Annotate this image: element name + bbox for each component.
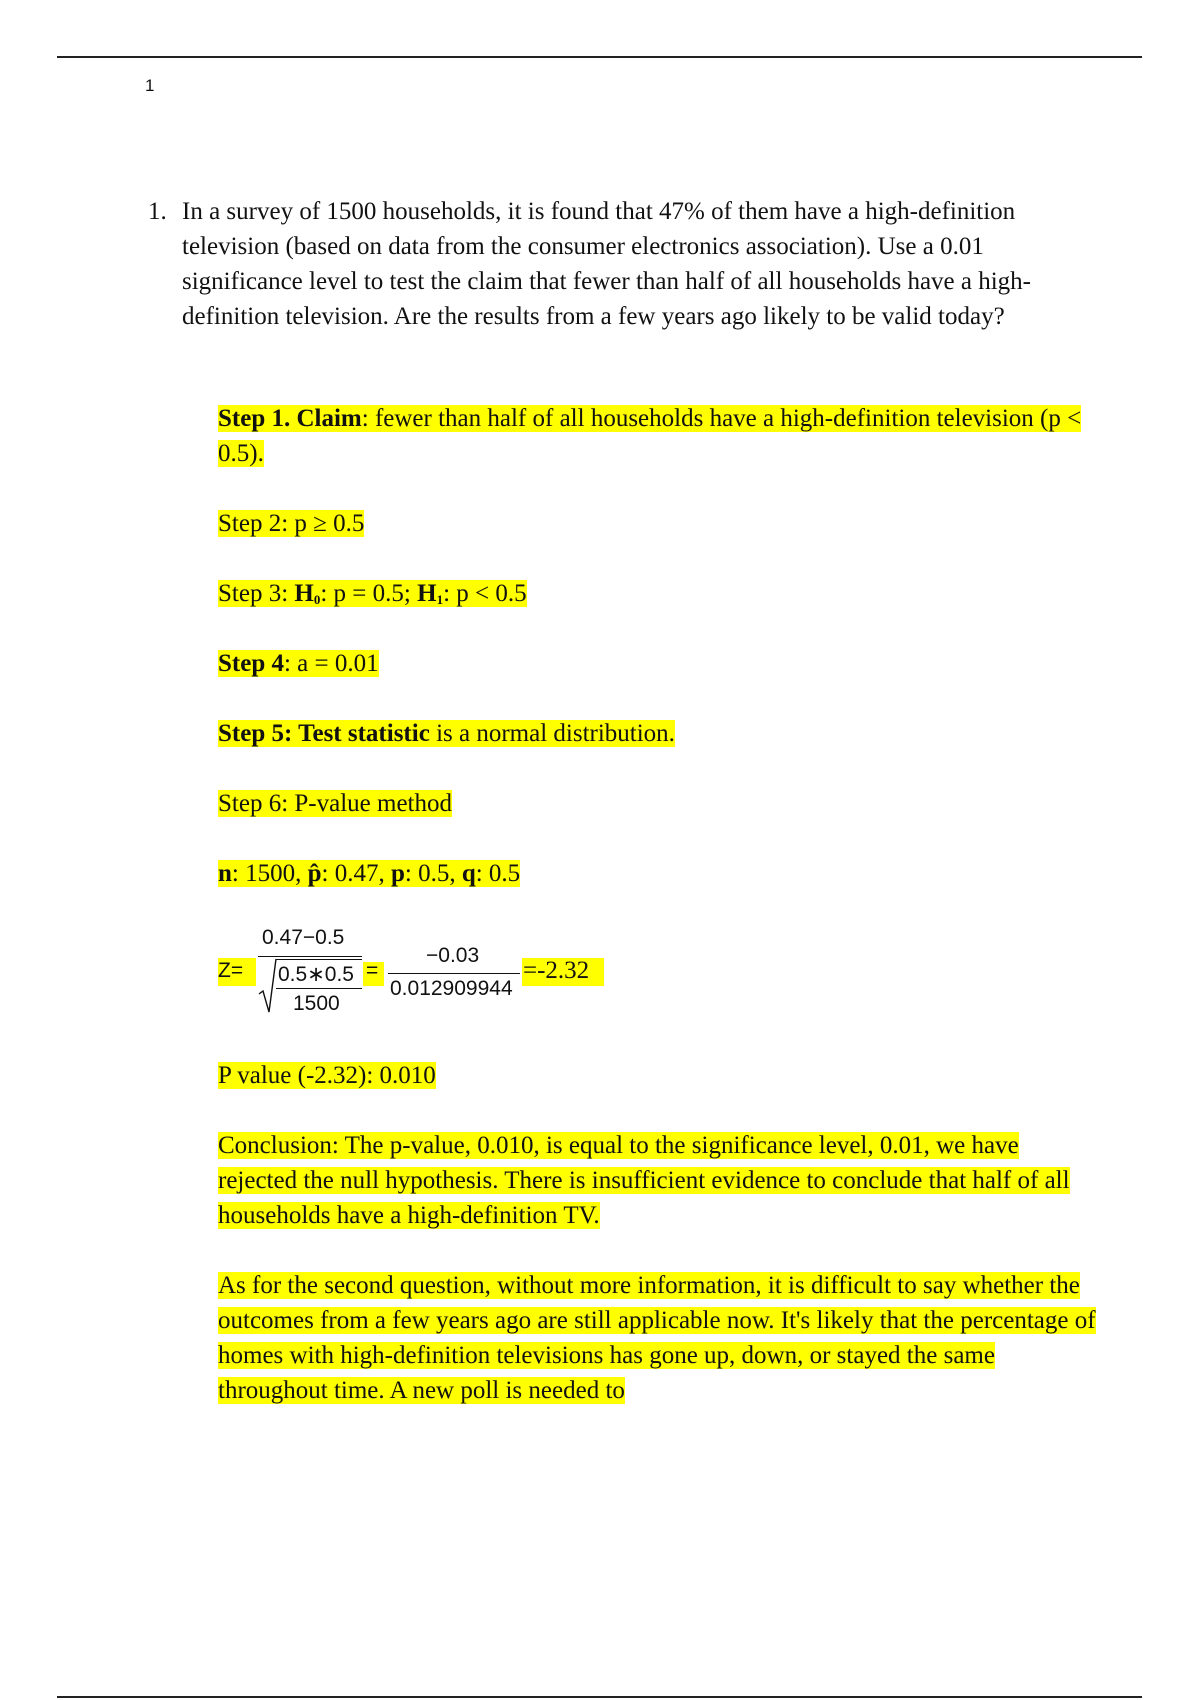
- fraction-bar-second: [388, 973, 520, 974]
- h1-subscript: 1: [436, 592, 444, 607]
- header-rule: [57, 56, 1142, 58]
- step1-claim: [218, 401, 1098, 471]
- formula-lhs: Z=: [218, 959, 244, 982]
- question-number: 1.: [148, 198, 167, 225]
- p-label: p: [390, 860, 405, 887]
- sqrt-denominator: 1500: [293, 992, 340, 1015]
- p-value: : 0.5,: [404, 860, 462, 887]
- h0-text: : p = 0.5;: [320, 580, 418, 607]
- step5-text: is a normal distribution.: [429, 720, 675, 747]
- step4-label: Step 4: [218, 650, 284, 677]
- h1-text: : p < 0.5: [443, 580, 527, 607]
- phat-label: p̂: [307, 860, 322, 887]
- parameters: [218, 856, 520, 891]
- step2: [218, 506, 364, 541]
- question-text: In a survey of 1500 households, it is found that 47% of them have a high-definition television (based on data from the consumer electronics association). Use a 0.01 significance level to test the claim that fewer than half of all households have a high-definition television. Are the results from a few years ago likely to be valid today?: [182, 198, 1032, 330]
- phat-value: : 0.47,: [321, 860, 391, 887]
- h1-label: H: [417, 580, 437, 607]
- sqrt-fraction-bar: [276, 988, 362, 989]
- fraction-bar-main: [258, 956, 362, 957]
- formula-result: =-2.32: [523, 957, 590, 984]
- second-answer-text: As for the second question, without more information, it is difficult to say whether the outcomes from a few years ago are still applicable now. It's likely that the percentage of homes with high-definition televisions has gone up, down, or stayed the same throughout time. A new poll is needed to: [218, 1272, 1096, 1404]
- second-denominator: 0.012909944: [390, 977, 513, 1000]
- q-label: q: [461, 860, 476, 887]
- step3-prefix: Step 3:: [218, 580, 295, 607]
- step1-label: Step 1. Claim: [218, 405, 362, 432]
- page-number: 1: [145, 76, 155, 95]
- step6-text: Step 6: P-value method: [218, 790, 452, 817]
- h0-subscript: 0: [313, 592, 321, 607]
- step4: [218, 646, 379, 681]
- step5-label: Step 5: Test statistic: [218, 720, 430, 747]
- second-numerator: −0.03: [426, 944, 480, 967]
- q-value: : 0.5: [475, 860, 521, 887]
- n-label: n: [218, 860, 232, 887]
- h0-label: H: [294, 580, 314, 607]
- formula-equals: =: [366, 959, 379, 982]
- formula-numerator: 0.47−0.5: [262, 926, 345, 949]
- step2-text: Step 2: p ≥ 0.5: [218, 510, 365, 537]
- p-value-line: [218, 1058, 436, 1093]
- step6: [218, 786, 452, 821]
- step3: [218, 576, 527, 617]
- z-score-formula: [218, 924, 618, 1016]
- p-value-text: P value (-2.32): 0.010: [218, 1062, 436, 1089]
- footer-rule: [57, 1696, 1142, 1698]
- step4-text: : a = 0.01: [283, 650, 379, 677]
- second-question-answer: [218, 1268, 1098, 1408]
- step1-text: : fewer than half of all households have a high-definition television (p < 0.5).: [218, 405, 1082, 467]
- sqrt-icon: [258, 958, 278, 1014]
- n-value: : 1500,: [231, 860, 308, 887]
- step5: [218, 716, 675, 751]
- sqrt-numerator: 0.5∗0.5: [278, 963, 354, 986]
- sqrt-vinculum: [276, 959, 362, 960]
- conclusion: [218, 1128, 1098, 1233]
- conclusion-text: Conclusion: The p-value, 0.010, is equal to the significance level, 0.01, we have rejected the null hypothesis. There is insufficient evidence to conclude that half of all households have a high-definition TV.: [218, 1132, 1070, 1229]
